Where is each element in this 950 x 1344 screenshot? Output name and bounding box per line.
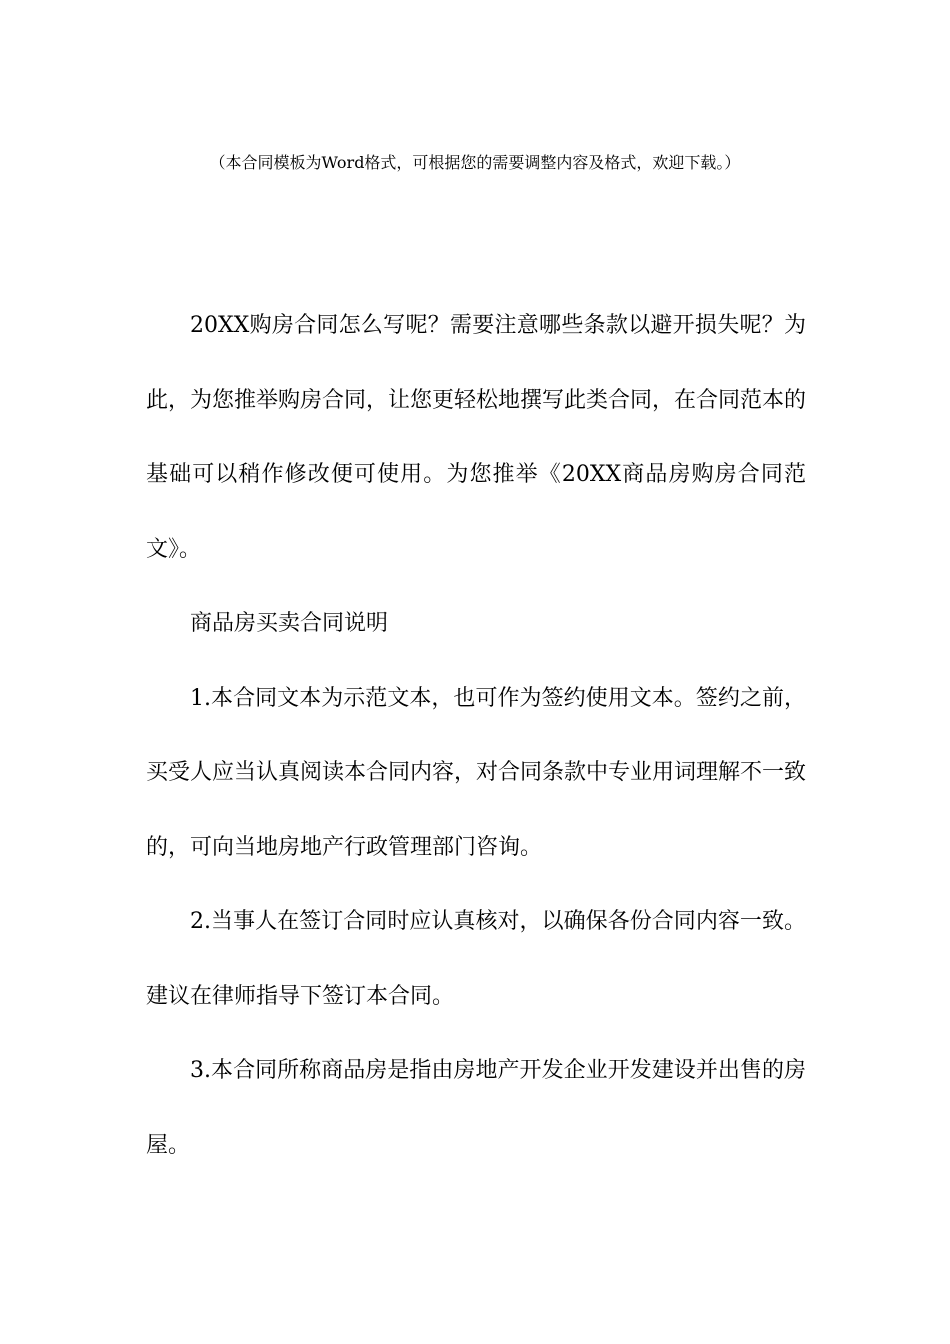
section-heading: 商品房买卖合同说明 (190, 611, 389, 636)
clause-1: 1.本合同文本为示范文本，也可作为签约使用文本。签约之前，买受人应当认真阅读本合同内容，对合同条款中专业用词理解不一致的，可向当地房地产行政管理部门咨询。 (146, 685, 807, 860)
template-note: （本合同模板为Word格式，可根据您的需要调整内容及格式，欢迎下载。） (209, 153, 741, 172)
clause-3: 3.本合同所称商品房是指由房地产开发企业开发建设并出售的房屋。 (146, 1058, 806, 1158)
document-body (146, 289, 806, 1183)
intro-paragraph: 20XX购房合同怎么写呢？需要注意哪些条款以避开损失呢？为此，为您推举购房合同，让您更轻松地撰写此类合同，在合同范本的基础可以稍作修改便可使用。为您推举《20XX商品房购房合同范文》。 (146, 313, 807, 562)
clause-2: 2.当事人在签订合同时应认真核对，以确保各份合同内容一致。建议在律师指导下签订本合同。 (146, 909, 806, 1009)
